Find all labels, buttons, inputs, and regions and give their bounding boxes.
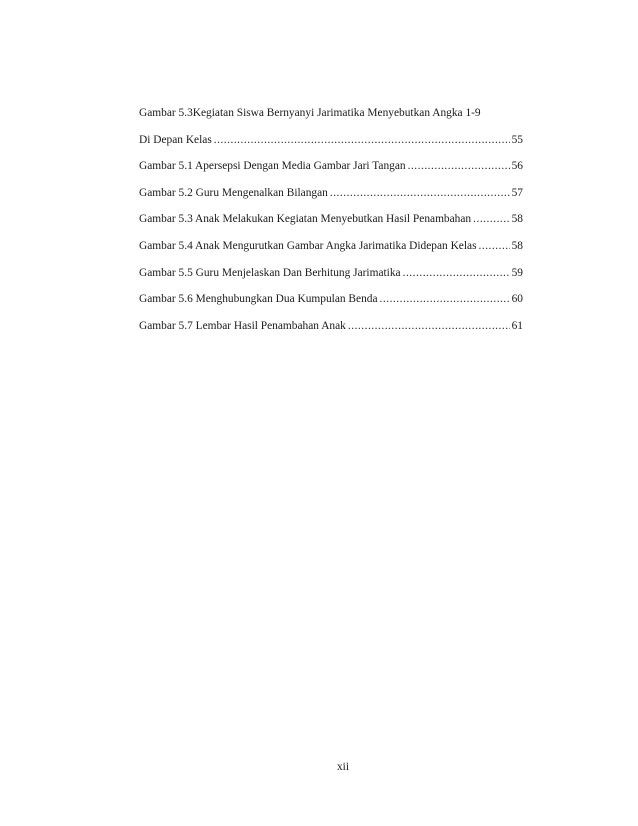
toc-entry-title: Gambar 5.1 Apersepsi Dengan Media Gambar Jari Tangan [139, 160, 406, 173]
toc-entry-page: 61 [511, 319, 523, 332]
toc-entry [139, 133, 523, 147]
toc-entry-leader [479, 239, 510, 253]
toc-entry-title: Di Depan Kelas [139, 133, 212, 146]
list-of-figures [139, 106, 523, 345]
toc-entry-page: 58 [511, 239, 523, 252]
toc-entry [139, 239, 523, 253]
toc-entry-title: Gambar 5.4 Anak Mengurutkan Gambar Angka Jarimatika Didepan Kelas [139, 239, 477, 252]
toc-entry-title: Gambar 5.5 Guru Menjelaskan Dan Berhitung Jarimatika [139, 266, 401, 279]
toc-entry [139, 266, 523, 280]
toc-entry-page: 55 [511, 133, 523, 146]
toc-entry [139, 319, 523, 333]
toc-entry-page: 60 [511, 293, 523, 306]
toc-entry-leader [330, 186, 510, 200]
toc-entry-title: Gambar 5.6 Menghubungkan Dua Kumpulan Benda [139, 293, 378, 306]
toc-entry-leader [348, 319, 510, 333]
toc-entry-title: Gambar 5.3 Anak Melakukan Kegiatan Menyebutkan Hasil Penambahan [139, 213, 472, 226]
toc-entry-leader [473, 212, 509, 226]
toc-entry-page: 58 [511, 213, 523, 226]
toc-entry-leader [214, 133, 510, 147]
toc-entry-page: 56 [511, 160, 523, 173]
toc-entry-title: Gambar 5.2 Guru Mengenalkan Bilangan [139, 186, 328, 199]
toc-entry-title: Gambar 5.3Kegiatan Siswa Bernyanyi Jarimatika Menyebutkan Angka 1-9 [139, 107, 481, 119]
toc-entry [139, 159, 523, 173]
toc-entry-leader [403, 266, 510, 280]
toc-entry-page: 57 [511, 186, 523, 199]
toc-entry-page: 59 [511, 266, 523, 279]
toc-entry-title: Gambar 5.7 Lembar Hasil Penambahan Anak [139, 319, 346, 332]
toc-entry-leader [408, 159, 510, 173]
toc-entry [139, 292, 523, 306]
toc-entry [139, 212, 523, 226]
toc-entry [139, 106, 523, 120]
toc-entry-leader [380, 292, 510, 306]
toc-entry [139, 186, 523, 200]
page-number: xii [336, 761, 350, 773]
